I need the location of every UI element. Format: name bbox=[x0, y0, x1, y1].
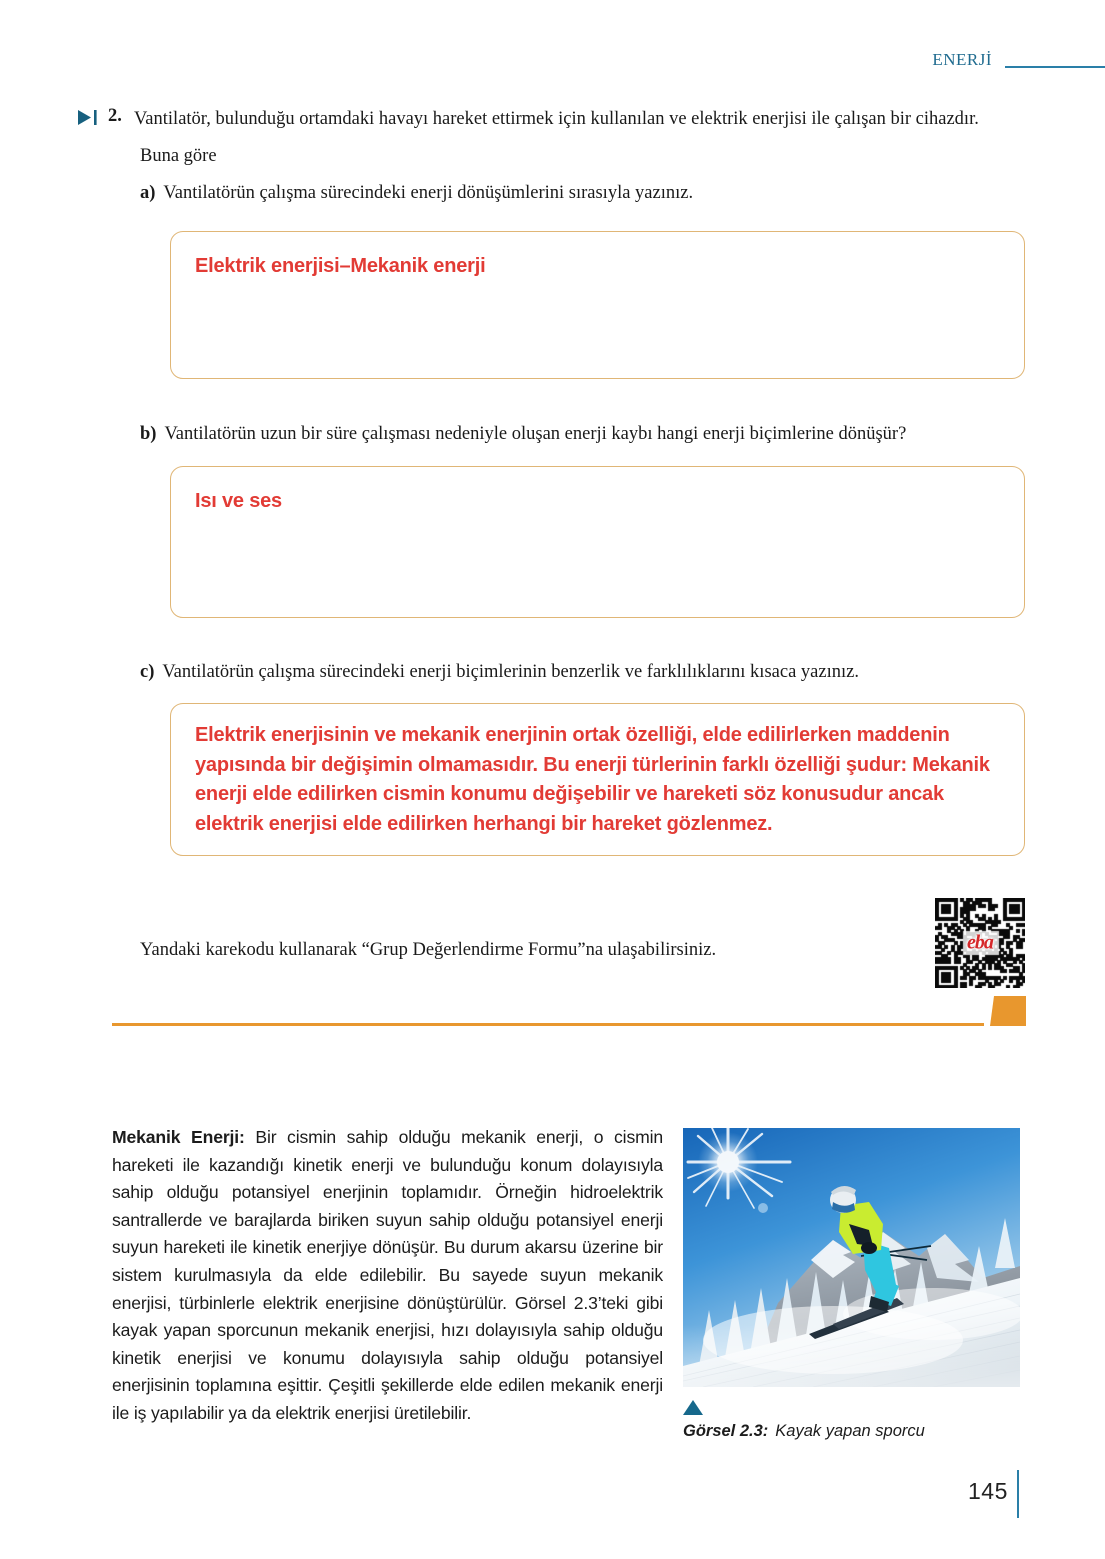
article-body: Bir cismin sahip olduğu mekanik enerji, o cismin hareketi ile kazandığı kinetik enerji ve bulunduğu konum dolayısıyla sahip olduğu potansiyel enerjinin toplamıdır. Örneğin hidroelektrik santrallerde ve barajlarda biriken suyun sahip olduğu potansiyel enerji suyun hareketi ile kinetik enerjiye dönüşür. Bu durum akarsu üzerine bir sistem kurulmasıyla da elde edilebilir. Bu sayede suyun mekanik enerjisi, türbinlerle elektrik enerjisine dönüştürülür. Görsel 2.3’teki gibi kayak yapan sporcunun mekanik enerjisi, hızı dolayısıyla sahip olduğu kinetik enerjisi ve konumu dolayısıyla sahip olduğu potansiyel enerjisinin toplamına eşittir. Çeşitli şekillerde elde edilen mekanik enerji ile iş yapılabilir ya da elektrik enerjisi üretilebilir. bbox=[112, 1127, 663, 1424]
sub-item-a bbox=[140, 183, 1030, 204]
page-header bbox=[0, 44, 1105, 78]
figure-caption-text: Kayak yapan sporcu bbox=[775, 1422, 925, 1440]
qr-caption: Yandaki karekodu kullanarak “Grup Değerlendirme Formu”na ulaşabilirsiniz. bbox=[140, 940, 717, 960]
sub-item-b bbox=[140, 424, 1030, 445]
page-number: 145 bbox=[968, 1478, 1008, 1504]
sub-item-a-prompt: Vantilatörün çalışma sürecindeki enerji dönüşümlerini sırasıyla yazınız. bbox=[163, 183, 694, 203]
question-number: 2. bbox=[108, 106, 122, 126]
question-block bbox=[78, 106, 1028, 167]
sub-item-b-prompt-row bbox=[140, 424, 1030, 445]
footer-rule bbox=[1017, 1470, 1019, 1518]
sub-item-c bbox=[140, 662, 1030, 683]
answer-box-b[interactable] bbox=[170, 466, 1025, 618]
divider-tab-shape bbox=[990, 996, 1026, 1028]
answer-text-c: Elektrik enerjisinin ve mekanik enerjinin ortak özelliği, elde edilirlerken maddenin yapısında bir değişimin olmamasıdır. Bu enerji türlerinin farklı özelliği şudur: Mekanik enerji elde edilirken cismin konumu değişebilir ve hareketi söz konusudur ancak elektrik enerjisi elde edilirken herhangi bir hareket gözlenmez. bbox=[195, 724, 990, 835]
figure-caption-label: Görsel 2.3: bbox=[683, 1422, 769, 1440]
sub-item-c-prompt-row bbox=[140, 662, 1030, 683]
answer-box-a[interactable] bbox=[170, 231, 1025, 379]
question-row bbox=[78, 106, 1028, 134]
sub-item-a-prompt-row bbox=[140, 183, 1030, 204]
sub-item-a-letter: a) bbox=[140, 183, 156, 203]
page-title: ENERJİ bbox=[932, 50, 992, 69]
question-text: Vantilatör, bulunduğu ortamdaki havayı hareket ettirmek için kullanılan ve elektrik enerjisi ile çalışan bir cihazdır. bbox=[134, 109, 979, 129]
article-paragraph bbox=[112, 1124, 663, 1428]
question-continuation: Buna göre bbox=[140, 145, 217, 166]
sub-item-c-prompt: Vantilatörün çalışma sürecindeki enerji biçimlerinin benzerlik ve farklılıklarını kısaca yazınız. bbox=[162, 662, 859, 682]
answer-text-a: Elektrik enerjisi–Mekanik enerji bbox=[195, 255, 486, 277]
sub-item-b-letter: b) bbox=[140, 424, 157, 444]
figure-caption bbox=[683, 1400, 1023, 1441]
qr-section bbox=[140, 922, 1030, 1022]
skier-photo bbox=[683, 1128, 1020, 1387]
sub-item-b-prompt: Vantilatörün uzun bir süre çalışması nedeniyle oluşan enerji kaybı hangi enerji biçimlerine dönüşür? bbox=[164, 424, 907, 444]
answer-box-c[interactable] bbox=[170, 703, 1025, 856]
section-divider-rule bbox=[112, 1023, 984, 1026]
article-heading: Mekanik Enerji: bbox=[112, 1127, 245, 1147]
sub-item-c-letter: c) bbox=[140, 662, 155, 682]
answer-text-b: Isı ve ses bbox=[195, 490, 282, 512]
figure-caption-line bbox=[683, 1422, 1023, 1441]
qr-code-icon[interactable] bbox=[935, 898, 1025, 988]
play-bar-marker-icon bbox=[78, 106, 102, 125]
eba-logo: eba bbox=[967, 931, 993, 954]
triangle-up-icon bbox=[683, 1400, 1023, 1415]
header-rule bbox=[1005, 66, 1105, 68]
